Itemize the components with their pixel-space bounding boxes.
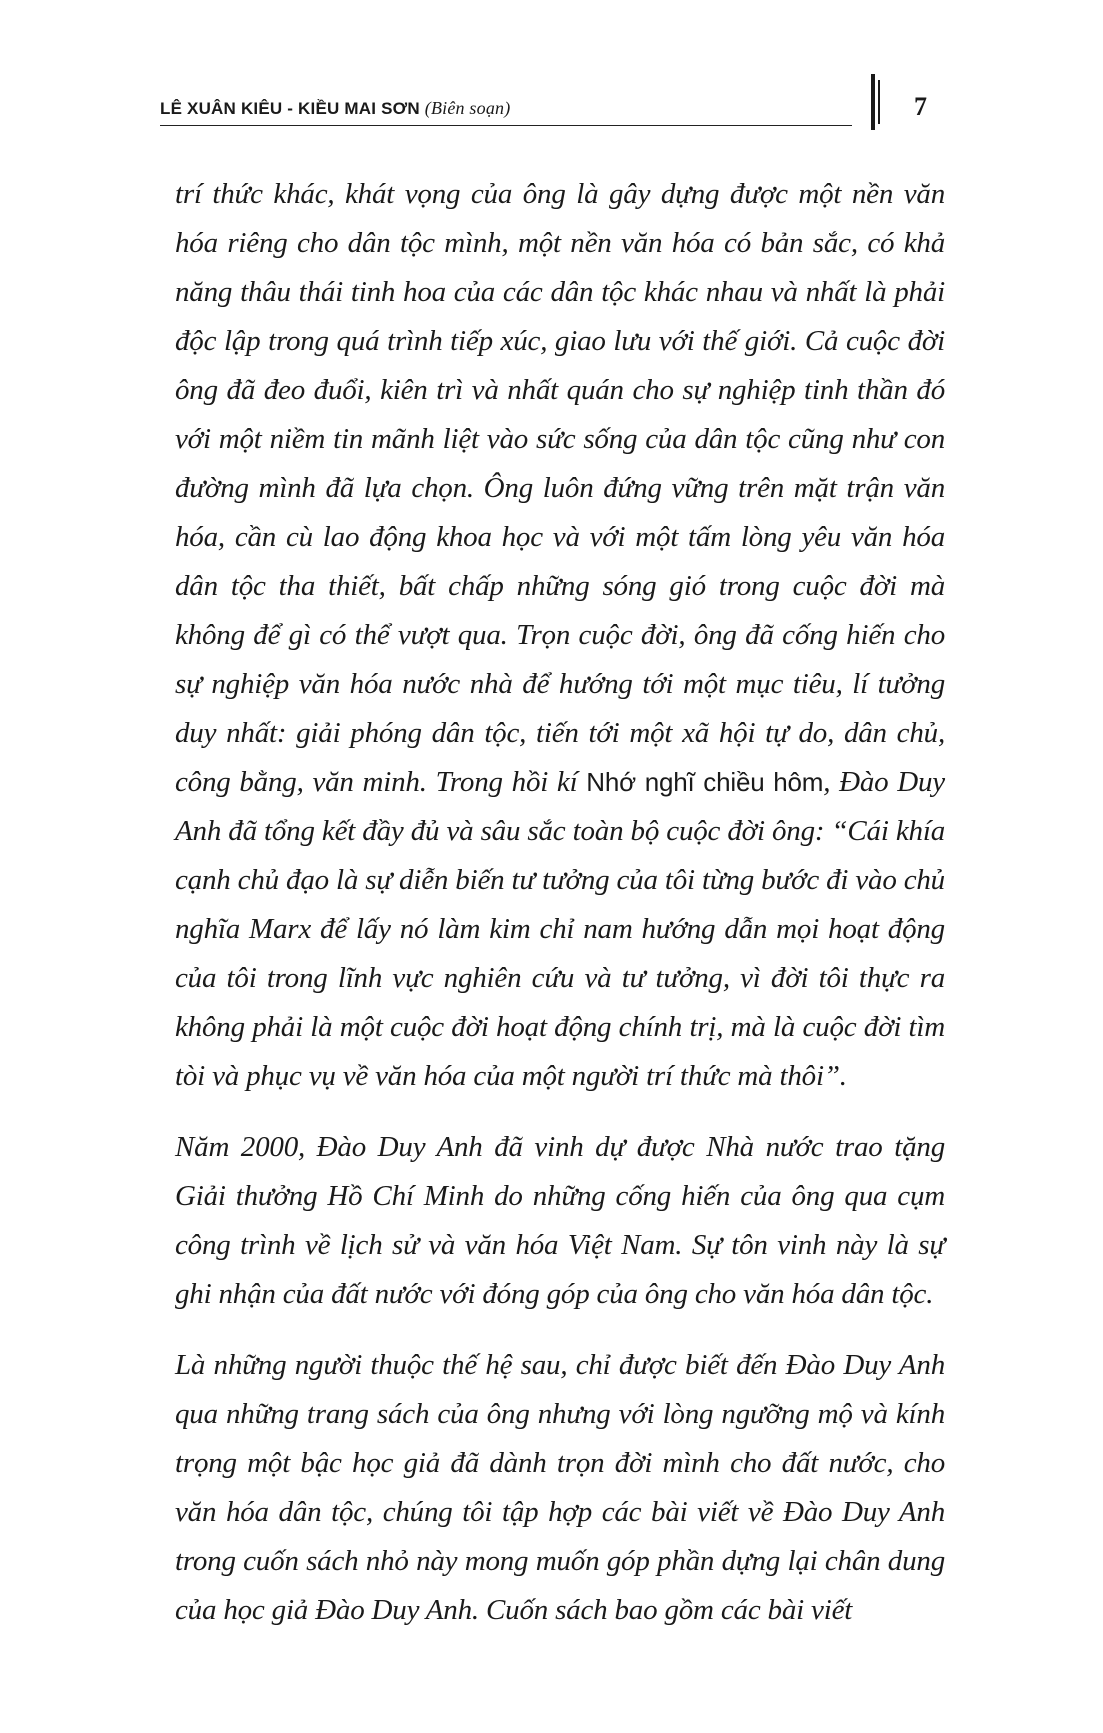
paragraph-1-part-b: , Đào Duy Anh đã tổng kết đầy đủ và sâu sắc toàn bộ cuộc đời ông: “Cái khía cạnh chủ đạo là sự diễn biến tư tưởng của tôi từng bước đi vào chủ nghĩa Marx để lấy nó làm kim chỉ nam hướng dẫn mọi hoạt động của tôi trong lĩnh vực nghiên cứu và tư tưởng, vì đời tôi thực ra không phải là một cuộc đời hoạt động chính trị, mà là cuộc đời tìm tòi và phục vụ về văn hóa của một người trí thức mà thôi”. bbox=[175, 766, 945, 1092]
paragraph-1 bbox=[175, 170, 945, 1101]
memoir-title: Nhớ nghĩ chiều hôm bbox=[586, 767, 824, 797]
author-names: LÊ XUÂN KIÊU - KIỀU MAI SƠN bbox=[160, 99, 420, 118]
page-header bbox=[160, 92, 950, 132]
header-vertical-bar-thin bbox=[878, 80, 880, 124]
paragraph-3: Là những người thuộc thế hệ sau, chỉ được biết đến Đào Duy Anh qua những trang sách của ông nhưng với lòng ngưỡng mộ và kính trọng một bậc học giả đã dành trọn đời mình cho đất nước, cho văn hóa dân tộc, chúng tôi tập hợp các bài viết về Đào Duy Anh trong cuốn sách nhỏ này mong muốn góp phần dựng lại chân dung của học giả Đào Duy Anh. Cuốn sách bao gồm các bài viết bbox=[175, 1349, 945, 1626]
header-rule bbox=[160, 125, 852, 126]
running-head bbox=[160, 98, 510, 119]
editor-role: (Biên soạn) bbox=[424, 98, 511, 118]
paragraph-2: Năm 2000, Đào Duy Anh đã vinh dự được Nhà nước trao tặng Giải thưởng Hồ Chí Minh do những cống hiến của ông qua cụm công trình về lịch sử và văn hóa Việt Nam. Sự tôn vinh này là sự ghi nhận của đất nước với đóng góp của ông cho văn hóa dân tộc. bbox=[175, 1131, 945, 1310]
paragraph-1-part-a: trí thức khác, khát vọng của ông là gây dựng được một nền văn hóa riêng cho dân tộc mình, một nền văn hóa có bản sắc, có khả năng thâu thái tinh hoa của các dân tộc khác nhau và nhất là phải độc lập trong quá trình tiếp xúc, giao lưu với thế giới. Cả cuộc đời ông đã đeo đuổi, kiên trì và nhất quán cho sự nghiệp tinh thần đó với một niềm tin mãnh liệt vào sức sống của dân tộc cũng như con đường mình đã lựa chọn. Ông luôn đứng vững trên mặt trận văn hóa, cần cù lao động khoa học và với một tấm lòng yêu văn hóa dân tộc tha thiết, bất chấp những sóng gió trong cuộc đời mà không để gì có thể vượt qua. Trọn cuộc đời, ông đã cống hiến cho sự nghiệp văn hóa nước nhà để hướng tới một mục tiêu, lí tưởng duy nhất: giải phóng dân tộc, tiến tới một xã hội tự do, dân chủ, công bằng, văn minh. Trong hồi kí bbox=[175, 178, 945, 798]
header-vertical-bar bbox=[871, 74, 875, 130]
body-text bbox=[175, 170, 945, 1657]
page-number: 7 bbox=[914, 92, 927, 121]
